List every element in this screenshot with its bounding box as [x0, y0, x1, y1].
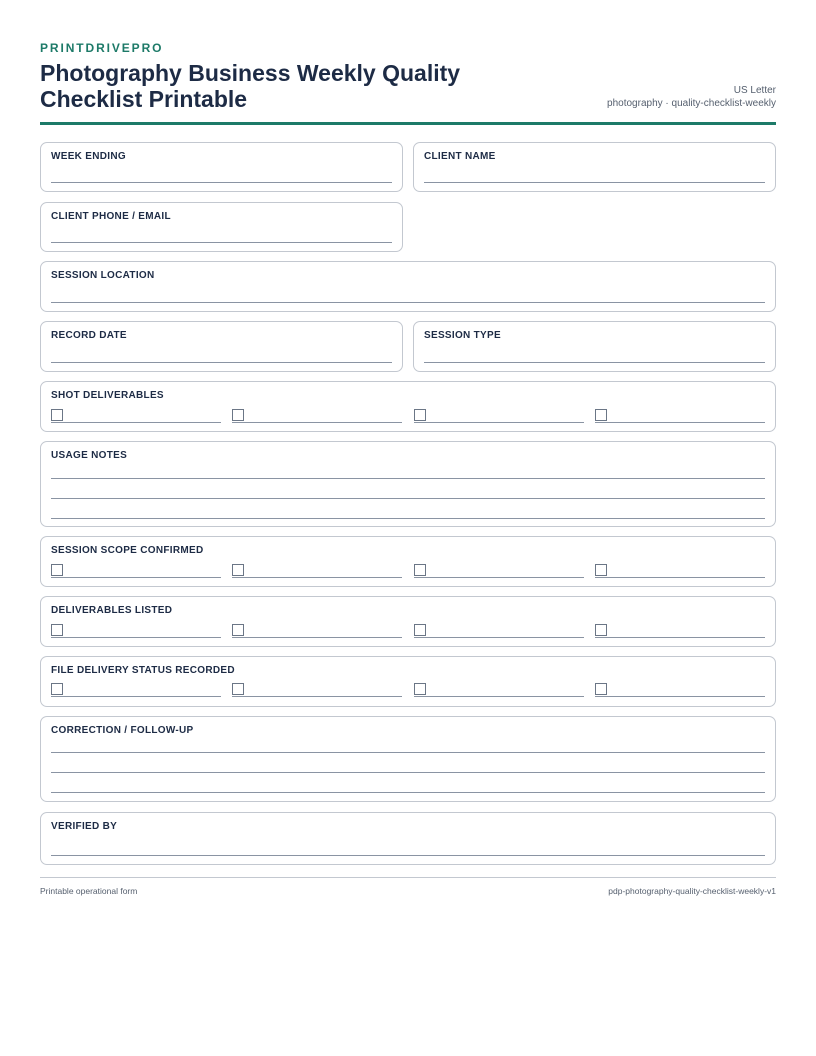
verified-by-field — [40, 812, 776, 865]
shot-deliverables-field — [40, 381, 776, 432]
shot-deliverable-item — [595, 409, 765, 423]
client-contact-label: CLIENT PHONE / EMAIL — [51, 211, 171, 222]
session-type-field — [413, 321, 776, 372]
item-line[interactable] — [51, 637, 221, 638]
file-delivery-item — [232, 683, 402, 697]
deliverables-listed-item — [595, 624, 765, 638]
usage-notes-field — [40, 441, 776, 527]
client-contact-field — [40, 202, 403, 252]
checkbox[interactable] — [595, 409, 607, 421]
deliverables-listed-item — [51, 624, 221, 638]
session-location-field — [40, 261, 776, 312]
correction-line[interactable] — [51, 792, 765, 793]
item-line[interactable] — [414, 637, 584, 638]
usage-notes-line[interactable] — [51, 498, 765, 499]
item-line[interactable] — [232, 696, 402, 697]
file-delivery-item — [51, 683, 221, 697]
verified-by-input-line[interactable] — [51, 855, 765, 856]
shot-deliverable-item — [414, 409, 584, 423]
deliverables-listed-label: DELIVERABLES LISTED — [51, 605, 173, 616]
file-delivery-item — [595, 683, 765, 697]
checkbox[interactable] — [232, 564, 244, 576]
scope-confirmed-item — [232, 564, 402, 578]
checkbox[interactable] — [595, 683, 607, 695]
shot-deliverables-label: SHOT DELIVERABLES — [51, 390, 164, 401]
checkbox[interactable] — [51, 564, 63, 576]
item-line[interactable] — [595, 696, 765, 697]
session-type-label: SESSION TYPE — [424, 330, 501, 341]
record-date-input-line[interactable] — [51, 362, 392, 363]
client-name-input-line[interactable] — [424, 182, 765, 183]
session-location-label: SESSION LOCATION — [51, 270, 155, 281]
item-line[interactable] — [51, 696, 221, 697]
scope-confirmed-field — [40, 536, 776, 587]
record-date-label: RECORD DATE — [51, 330, 127, 341]
week-ending-field — [40, 142, 403, 192]
checkbox[interactable] — [414, 409, 426, 421]
record-date-field — [40, 321, 403, 372]
week-ending-input-line[interactable] — [51, 182, 392, 183]
correction-label: CORRECTION / FOLLOW-UP — [51, 725, 194, 736]
correction-field — [40, 716, 776, 802]
item-line[interactable] — [232, 577, 402, 578]
checkbox[interactable] — [51, 624, 63, 636]
scope-confirmed-item — [595, 564, 765, 578]
footer-divider — [40, 877, 776, 878]
file-delivery-field — [40, 656, 776, 707]
footer-description: Printable operational form — [40, 886, 138, 896]
item-line[interactable] — [51, 422, 221, 423]
checkbox[interactable] — [595, 564, 607, 576]
usage-notes-label: USAGE NOTES — [51, 450, 128, 461]
form-id: pdp-photography-quality-checklist-weekly-v1 — [608, 886, 776, 896]
deliverables-listed-field — [40, 596, 776, 647]
deliverables-listed-item — [232, 624, 402, 638]
shot-deliverable-item — [232, 409, 402, 423]
item-line[interactable] — [414, 696, 584, 697]
brand-wordmark: PRINTDRIVEPRO — [40, 41, 164, 55]
usage-notes-line[interactable] — [51, 478, 765, 479]
item-line[interactable] — [232, 637, 402, 638]
shot-deliverable-item — [51, 409, 221, 423]
verified-by-label: VERIFIED BY — [51, 821, 118, 832]
item-line[interactable] — [51, 577, 221, 578]
form-tags: photography · quality-checklist-weekly — [607, 98, 776, 109]
checkbox[interactable] — [232, 624, 244, 636]
checkbox[interactable] — [51, 409, 63, 421]
correction-line[interactable] — [51, 752, 765, 753]
item-line[interactable] — [595, 422, 765, 423]
checkbox[interactable] — [595, 624, 607, 636]
usage-notes-line[interactable] — [51, 518, 765, 519]
scope-confirmed-label: SESSION SCOPE CONFIRMED — [51, 545, 204, 556]
checkbox[interactable] — [414, 683, 426, 695]
page-title: Photography Business Weekly Quality Checklist Printable — [40, 60, 461, 112]
scope-confirmed-item — [414, 564, 584, 578]
client-name-label: CLIENT NAME — [424, 151, 496, 162]
file-delivery-item — [414, 683, 584, 697]
item-line[interactable] — [232, 422, 402, 423]
item-line[interactable] — [414, 422, 584, 423]
checkbox[interactable] — [232, 409, 244, 421]
item-line[interactable] — [595, 577, 765, 578]
week-ending-label: WEEK ENDING — [51, 151, 126, 162]
checkbox[interactable] — [232, 683, 244, 695]
item-line[interactable] — [414, 577, 584, 578]
checkbox[interactable] — [414, 564, 426, 576]
page-meta — [607, 84, 776, 110]
paper-size: US Letter — [733, 85, 776, 96]
deliverables-listed-item — [414, 624, 584, 638]
header-divider — [40, 122, 776, 125]
file-delivery-label: FILE DELIVERY STATUS RECORDED — [51, 665, 235, 676]
item-line[interactable] — [595, 637, 765, 638]
scope-confirmed-item — [51, 564, 221, 578]
correction-line[interactable] — [51, 772, 765, 773]
checkbox[interactable] — [414, 624, 426, 636]
session-type-input-line[interactable] — [424, 362, 765, 363]
client-contact-input-line[interactable] — [51, 242, 392, 243]
session-location-input-line[interactable] — [51, 302, 765, 303]
checkbox[interactable] — [51, 683, 63, 695]
client-name-field — [413, 142, 776, 192]
